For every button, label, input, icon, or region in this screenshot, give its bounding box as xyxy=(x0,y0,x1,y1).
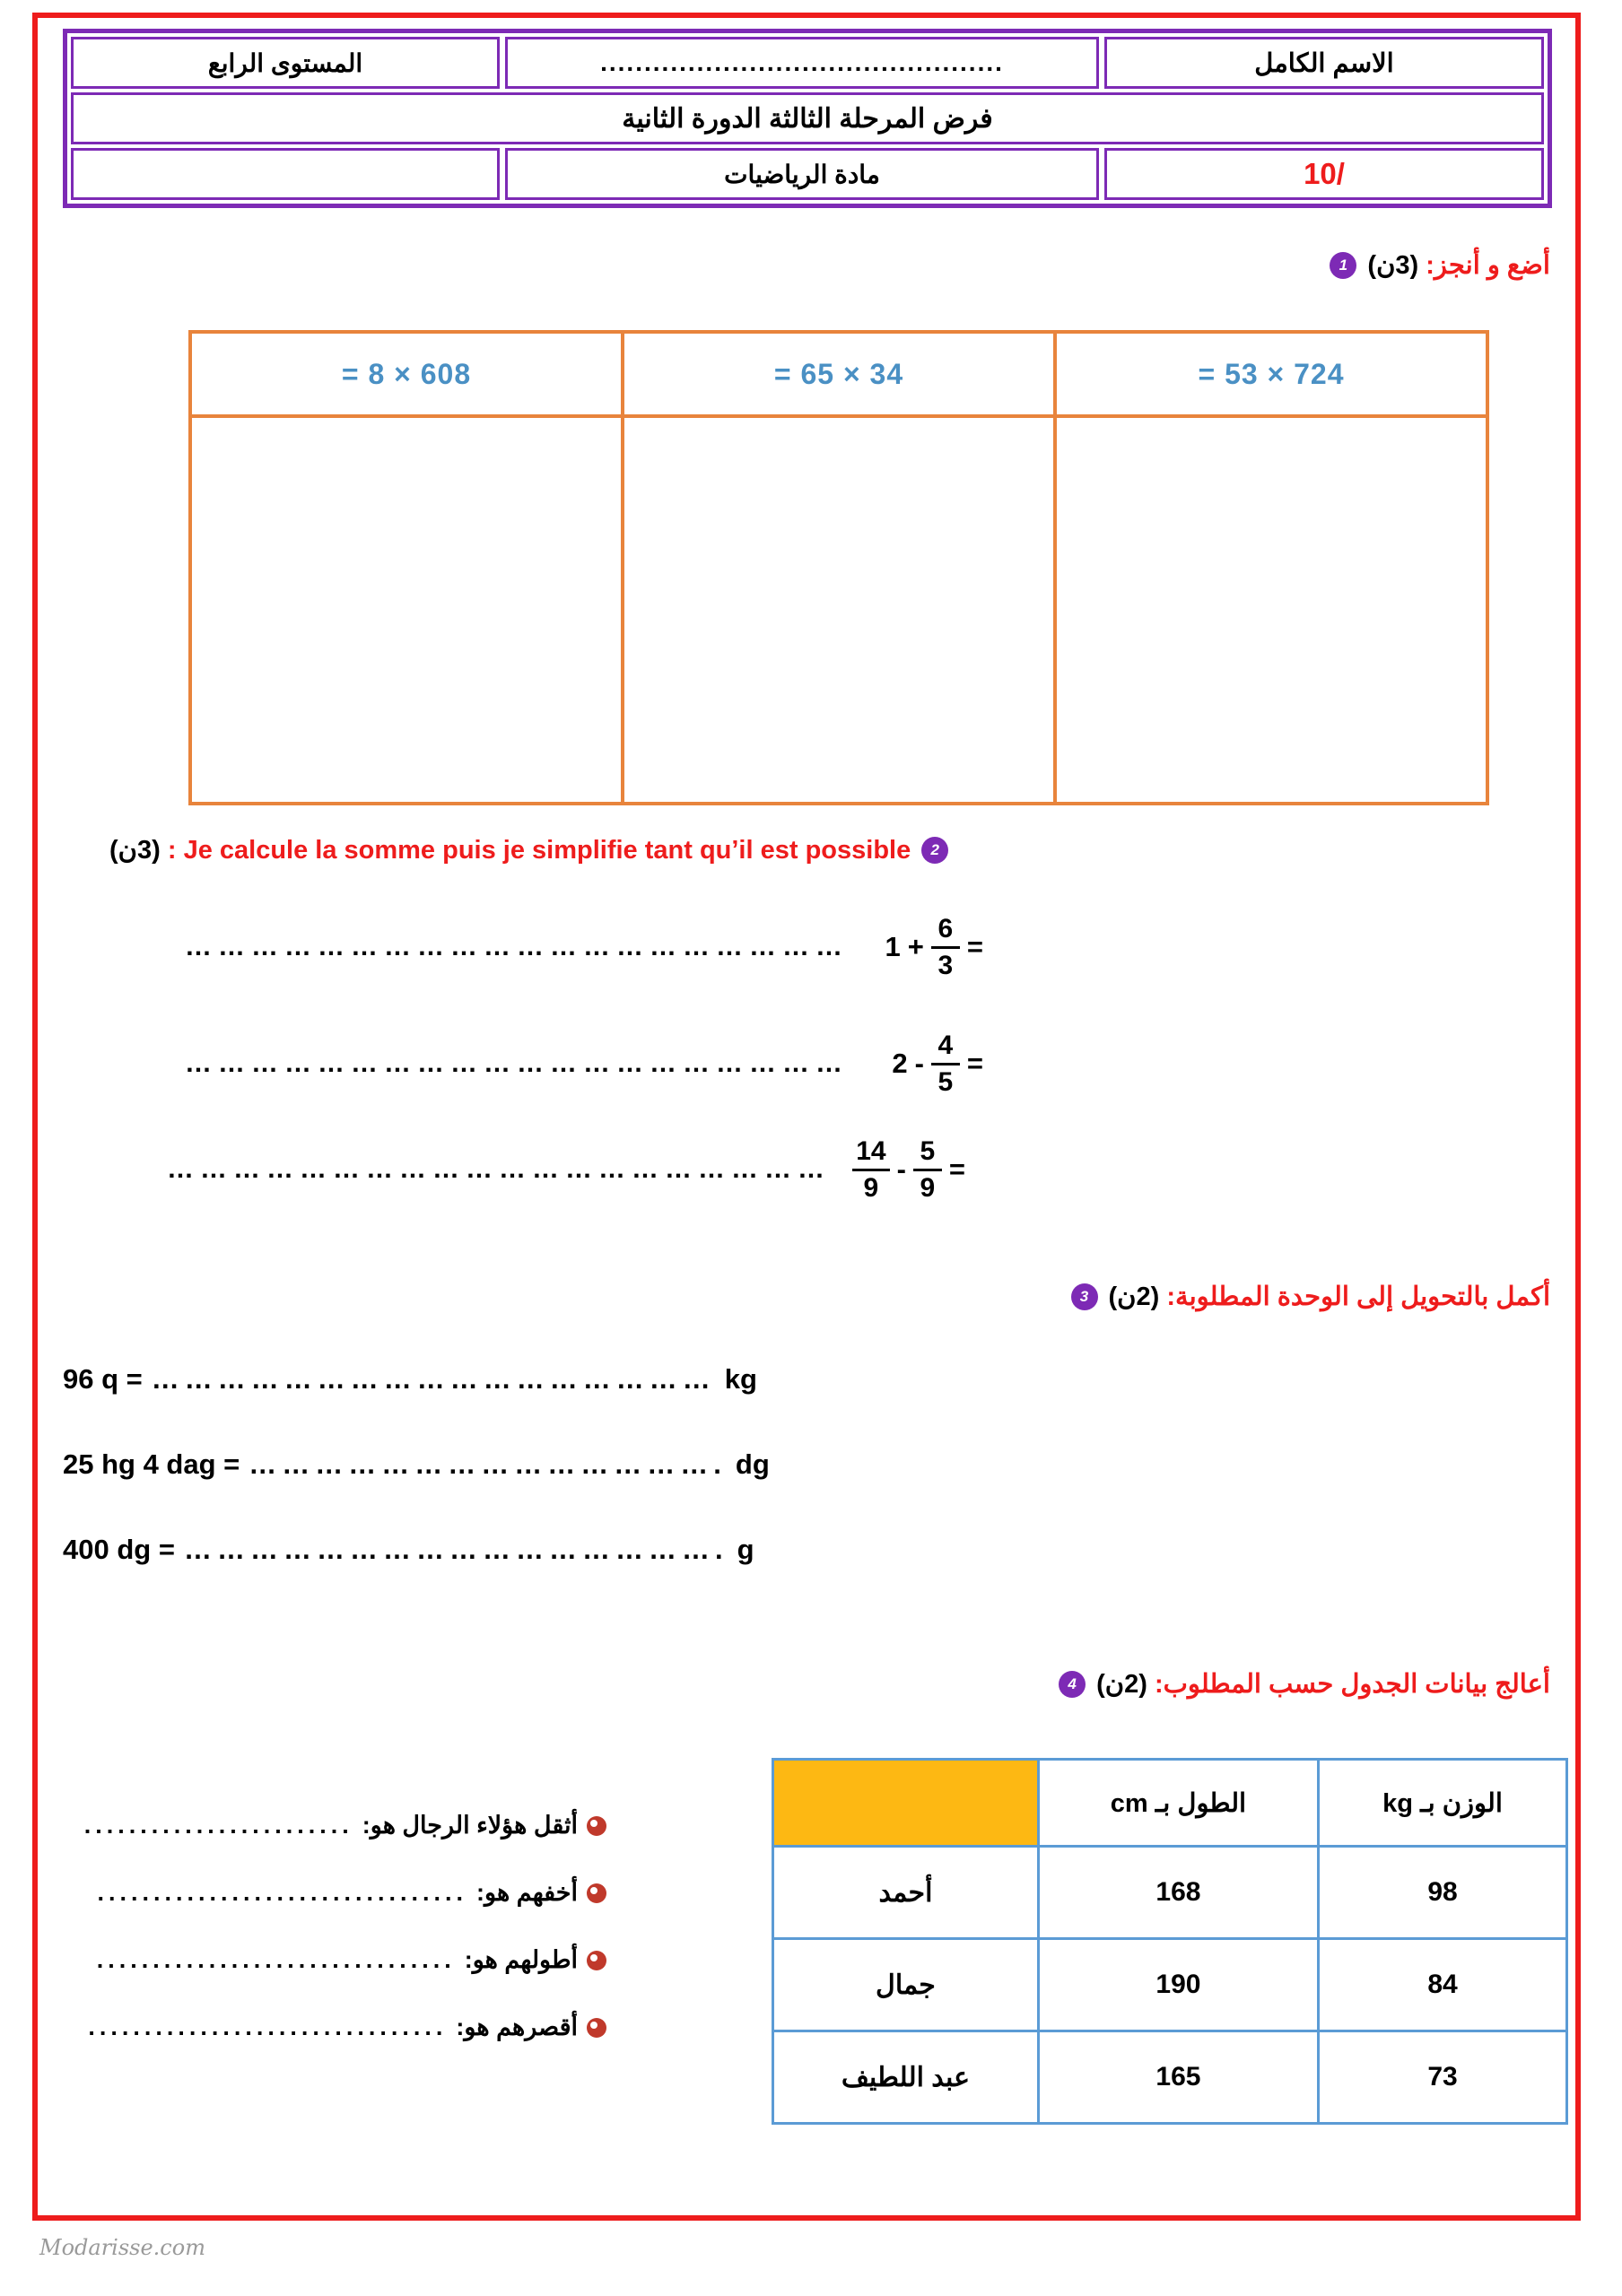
exercise-3-points: (2ن) xyxy=(1108,1283,1160,1311)
question-text: أقصرهم هو: xyxy=(456,2013,578,2040)
equals-sign: = xyxy=(966,931,983,962)
answer-dots[interactable]: ……………………………………. xyxy=(249,1448,727,1480)
exercise-2-heading xyxy=(109,834,948,865)
column-header-name xyxy=(773,1760,1039,1847)
conversion-left: 96 q = xyxy=(63,1363,143,1395)
list-item xyxy=(86,1879,606,1907)
subject-label: مادة الرياضيات xyxy=(505,148,1099,200)
exam-title: فرض المرحلة الثالثة الدورة الثانية xyxy=(71,92,1544,144)
fraction-bar xyxy=(913,1169,942,1171)
exercise-3-heading xyxy=(1071,1281,1550,1312)
header-row-3 xyxy=(71,148,1544,200)
cell-weight: 84 xyxy=(1319,1939,1567,2031)
table-row xyxy=(773,2031,1567,2124)
fraction xyxy=(913,1137,942,1202)
exercise-1-points: (3ن) xyxy=(1367,251,1419,280)
operator-sign: - xyxy=(914,1048,924,1079)
denominator: 9 xyxy=(920,1172,936,1203)
conversion-line-3 xyxy=(63,1534,754,1566)
question-text: أطولهم هو: xyxy=(464,1946,578,1973)
whole-number: 2 xyxy=(892,1048,908,1079)
conversion-unit: dg xyxy=(735,1448,770,1480)
question-text: أخفهم هو: xyxy=(476,1879,578,1906)
measurements-table xyxy=(772,1758,1568,2125)
numerator: 5 xyxy=(920,1136,936,1166)
cell-weight: 98 xyxy=(1319,1847,1567,1939)
blank-cell xyxy=(71,148,500,200)
bullet-icon xyxy=(587,1883,606,1903)
operator-sign: + xyxy=(907,931,924,962)
fraction-line-2 xyxy=(172,1031,983,1096)
watermark: Modarisse.com xyxy=(39,2235,205,2260)
cell-height: 190 xyxy=(1038,1939,1318,2031)
exercise-2-number-icon: 2 xyxy=(921,837,948,864)
header-row-2 xyxy=(71,92,1544,144)
answer-dots[interactable]: …………………………………………………… xyxy=(185,932,849,961)
conversion-left: 25 hg 4 dag = xyxy=(63,1448,240,1480)
list-item xyxy=(86,1946,606,1974)
answer-dots[interactable]: ................................ xyxy=(88,2013,448,2040)
fraction-expression xyxy=(831,1137,965,1202)
answer-dots[interactable]: …………………………………………………… xyxy=(167,1154,831,1184)
exercise-4-number-icon: 4 xyxy=(1059,1671,1086,1698)
exercise-4-questions xyxy=(83,1812,606,2041)
exercise-2-points: (3ن) xyxy=(109,836,161,865)
worksheet-page xyxy=(32,13,1581,2221)
answer-dots[interactable]: …………………………………………… xyxy=(151,1363,716,1395)
exercise-4-points: (2ن) xyxy=(1096,1670,1147,1699)
bullet-icon xyxy=(587,1951,606,1970)
list-item xyxy=(86,2013,606,2041)
calc-column-3[interactable] xyxy=(192,334,621,802)
answer-dots[interactable]: …………………………………………………… xyxy=(185,1048,849,1078)
header-row-1 xyxy=(71,37,1544,89)
cell-name: عبد اللطيف xyxy=(773,2031,1039,2124)
calc-column-2[interactable] xyxy=(621,334,1053,802)
denominator: 9 xyxy=(863,1172,879,1203)
fraction-bar xyxy=(931,946,960,949)
operation-label: 724 × 53 = xyxy=(1057,334,1486,418)
whole-number: 1 xyxy=(885,931,901,962)
bullet-icon xyxy=(587,1816,606,1836)
full-name-label: الاسم الكامل xyxy=(1104,37,1544,89)
operation-label: 608 × 8 = xyxy=(192,334,621,418)
numerator: 6 xyxy=(937,914,954,944)
equals-sign: = xyxy=(966,1048,983,1079)
conversion-line-1 xyxy=(63,1363,757,1396)
list-item xyxy=(83,1812,606,1839)
table-header-row xyxy=(773,1760,1567,1847)
fraction-expression xyxy=(849,915,983,979)
cell-weight: 73 xyxy=(1319,2031,1567,2124)
exercise-3-number-icon: 3 xyxy=(1071,1283,1098,1310)
operator-sign: - xyxy=(896,1153,906,1185)
conversion-unit: g xyxy=(737,1534,754,1565)
header-table xyxy=(63,29,1552,208)
fraction xyxy=(931,1031,960,1096)
exercise-1-title-text: أضع و أنجز: (3ن) xyxy=(1367,251,1550,280)
fraction xyxy=(931,915,960,979)
answer-dots[interactable]: …………………………………………. xyxy=(183,1534,728,1565)
fraction-expression xyxy=(849,1031,983,1096)
answer-dots[interactable]: ........................ xyxy=(83,1812,353,1839)
fraction-line-3 xyxy=(154,1137,965,1202)
conversion-line-2 xyxy=(63,1448,770,1481)
answer-dots[interactable]: ................................ xyxy=(96,1946,456,1973)
numerator: 4 xyxy=(937,1031,954,1060)
answer-dots[interactable]: ................................. xyxy=(97,1879,468,1906)
equals-sign: = xyxy=(948,1153,965,1185)
exercise-1-number-icon: 1 xyxy=(1330,252,1356,279)
fraction-bar xyxy=(852,1169,889,1171)
denominator: 3 xyxy=(937,950,954,980)
table-row xyxy=(773,1847,1567,1939)
fraction xyxy=(852,1137,889,1202)
numerator: 14 xyxy=(856,1136,886,1166)
bullet-icon xyxy=(587,2018,606,2038)
calc-column-1[interactable] xyxy=(1053,334,1486,802)
conversion-unit: kg xyxy=(724,1363,757,1395)
cell-name: جمال xyxy=(773,1939,1039,2031)
full-name-field[interactable]: .............................................. xyxy=(505,37,1099,89)
exercise-4-title-text: أعالج بيانات الجدول حسب المطلوب: (2ن) xyxy=(1096,1670,1550,1699)
fraction-line-1 xyxy=(172,915,983,979)
level-label: المستوى الرابع xyxy=(71,37,500,89)
exercise-2-title-text: Je calcule la somme puis je simplifie tant qu’il est possible : (3ن) xyxy=(109,836,911,865)
column-header-weight: الوزن بـ kg xyxy=(1319,1760,1567,1847)
cell-height: 165 xyxy=(1038,2031,1318,2124)
grade-field: /10 xyxy=(1104,148,1544,200)
cell-height: 168 xyxy=(1038,1847,1318,1939)
column-header-height: الطول بـ cm xyxy=(1038,1760,1318,1847)
multiplication-worktable xyxy=(188,330,1489,805)
fraction-bar xyxy=(931,1063,960,1065)
exercise-1-heading xyxy=(1330,249,1550,281)
table-row xyxy=(773,1939,1567,2031)
exercise-4-heading xyxy=(1059,1668,1550,1700)
conversion-left: 400 dg = xyxy=(63,1534,175,1565)
exercise-3-title-text: أكمل بالتحويل إلى الوحدة المطلوبة: (2ن) xyxy=(1108,1283,1550,1311)
question-text: أثقل هؤلاء الرجال هو: xyxy=(362,1812,578,1839)
operation-label: 34 × 65 = xyxy=(624,334,1053,418)
cell-name: أحمد xyxy=(773,1847,1039,1939)
denominator: 5 xyxy=(937,1066,954,1097)
